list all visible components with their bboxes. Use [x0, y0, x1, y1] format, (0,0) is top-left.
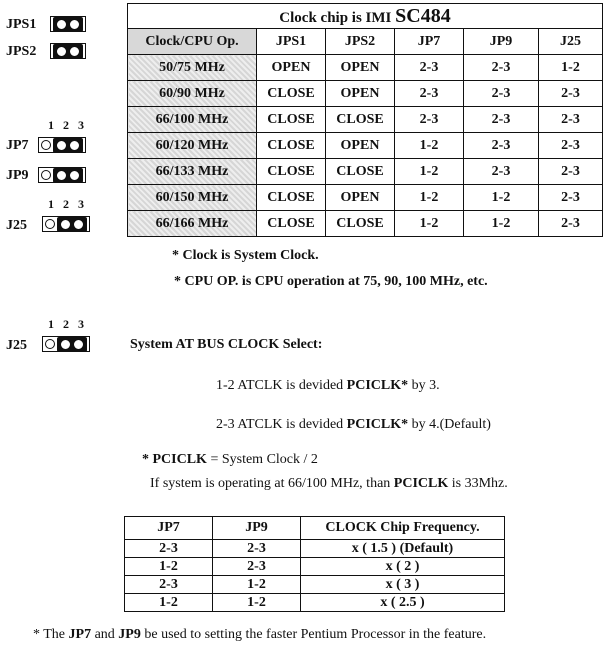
table-cell: 1-2	[395, 185, 464, 211]
table-cell: 2-3	[395, 55, 464, 81]
table-cell: CLOSE	[257, 107, 326, 133]
j25-pin-numbers: 1 2 3	[48, 197, 87, 211]
clock-cell: 66/166 MHz	[128, 211, 257, 237]
table-cell: 2-3	[539, 159, 603, 185]
col-header-jps1: JPS1	[257, 29, 326, 55]
bus-option-2: 2-3 ATCLK is devided PCICLK* by 4.(Default)	[216, 417, 491, 432]
table-cell: 1-2	[395, 159, 464, 185]
table-cell: 1-2	[125, 558, 213, 576]
bus-option-1: 1-2 ATCLK is devided PCICLK* by 3.	[216, 378, 440, 393]
table-cell: 2-3	[464, 159, 539, 185]
jp7-jumper-icon	[38, 137, 86, 153]
table-cell: 2-3	[125, 576, 213, 594]
table-cell: 2-3	[539, 81, 603, 107]
table-row	[128, 211, 603, 237]
table-cell: x ( 3 )	[301, 576, 505, 594]
col-header-jp9: JP9	[213, 517, 301, 540]
col-header-frequency: CLOCK Chip Frequency.	[301, 517, 505, 540]
table-row	[125, 558, 505, 576]
table-row	[125, 594, 505, 612]
table-cell: CLOSE	[326, 211, 395, 237]
j25-jumper-icon	[42, 216, 90, 232]
cpu-op-note: * CPU OP. is CPU operation at 75, 90, 100 MHz, etc.	[174, 274, 488, 289]
table-row	[128, 107, 603, 133]
col-header-jp7: JP7	[125, 517, 213, 540]
table-cell: 1-2	[213, 576, 301, 594]
table-cell: 2-3	[464, 107, 539, 133]
footer-note: * The JP7 and JP9 be used to setting the faster Pentium Processor in the feature.	[33, 627, 487, 642]
table-row	[128, 55, 603, 81]
table-row	[125, 576, 505, 594]
clock-cell: 66/100 MHz	[128, 107, 257, 133]
table-cell: OPEN	[326, 55, 395, 81]
jp7-pin-numbers: 1 2 3	[48, 118, 87, 132]
col-header-jp9: JP9	[464, 29, 539, 55]
frequency-table-header	[125, 517, 505, 540]
table-cell: 2-3	[539, 133, 603, 159]
table-cell: CLOSE	[326, 159, 395, 185]
j25-label: J25	[6, 218, 27, 233]
clock-settings-table	[127, 3, 603, 237]
table-cell: 2-3	[125, 540, 213, 558]
table-row	[128, 185, 603, 211]
col-header-j25: J25	[539, 29, 603, 55]
table-row	[125, 540, 505, 558]
table-cell: CLOSE	[326, 107, 395, 133]
j25-bus-label: J25	[6, 338, 27, 353]
j25-bus-jumper-icon	[42, 336, 90, 352]
chip-brand: IMI	[365, 9, 392, 26]
col-header-jps2: JPS2	[326, 29, 395, 55]
jp9-label: JP9	[6, 168, 29, 183]
clock-table-caption: Clock chip is IMI SC484	[128, 4, 603, 29]
table-cell: CLOSE	[257, 133, 326, 159]
table-row	[128, 133, 603, 159]
pciclk-example: If system is operating at 66/100 MHz, than PCICLK is 33Mhz.	[150, 476, 508, 491]
table-cell: x ( 2.5 )	[301, 594, 505, 612]
jps2-jumper-icon	[50, 43, 86, 59]
table-cell: 1-2	[395, 211, 464, 237]
frequency-table	[124, 516, 505, 612]
clock-cell: 50/75 MHz	[128, 55, 257, 81]
table-cell: 1-2	[464, 211, 539, 237]
table-cell: OPEN	[326, 81, 395, 107]
jp7-label: JP7	[6, 138, 29, 153]
table-cell: 2-3	[213, 558, 301, 576]
table-cell: 1-2	[395, 133, 464, 159]
clock-cell: 60/150 MHz	[128, 185, 257, 211]
table-cell: 2-3	[539, 185, 603, 211]
clock-note: * Clock is System Clock.	[172, 248, 319, 263]
jps1-jumper-icon	[50, 16, 86, 32]
table-row	[128, 81, 603, 107]
table-cell: 2-3	[213, 540, 301, 558]
table-cell: 1-2	[539, 55, 603, 81]
clock-cell: 60/90 MHz	[128, 81, 257, 107]
table-row	[128, 159, 603, 185]
bus-clock-title: System AT BUS CLOCK Select:	[130, 337, 323, 352]
table-cell: OPEN	[326, 185, 395, 211]
table-cell: OPEN	[326, 133, 395, 159]
table-cell: 2-3	[464, 81, 539, 107]
table-cell: 2-3	[539, 107, 603, 133]
col-header-clock: Clock/CPU Op.	[128, 29, 257, 55]
table-cell: 2-3	[395, 81, 464, 107]
table-cell: CLOSE	[257, 185, 326, 211]
table-cell: CLOSE	[257, 81, 326, 107]
j25-bus-pin-numbers: 1 2 3	[48, 317, 87, 331]
jps1-label: JPS1	[6, 17, 37, 32]
table-cell: CLOSE	[257, 211, 326, 237]
chip-model: SC484	[395, 4, 451, 27]
table-cell: CLOSE	[257, 159, 326, 185]
clock-cell: 60/120 MHz	[128, 133, 257, 159]
clock-cell: 66/133 MHz	[128, 159, 257, 185]
jps2-label: JPS2	[6, 44, 37, 59]
table-cell: 1-2	[464, 185, 539, 211]
table-cell: 2-3	[464, 133, 539, 159]
table-cell: 1-2	[213, 594, 301, 612]
pciclk-formula: * PCICLK = System Clock / 2	[142, 452, 318, 467]
table-cell: 1-2	[125, 594, 213, 612]
table-cell: 2-3	[464, 55, 539, 81]
col-header-jp7: JP7	[395, 29, 464, 55]
table-cell: x ( 1.5 ) (Default)	[301, 540, 505, 558]
jp9-jumper-icon	[38, 167, 86, 183]
clock-table-header	[128, 29, 603, 55]
table-cell: 2-3	[539, 211, 603, 237]
table-cell: OPEN	[257, 55, 326, 81]
table-cell: x ( 2 )	[301, 558, 505, 576]
table-cell: 2-3	[395, 107, 464, 133]
